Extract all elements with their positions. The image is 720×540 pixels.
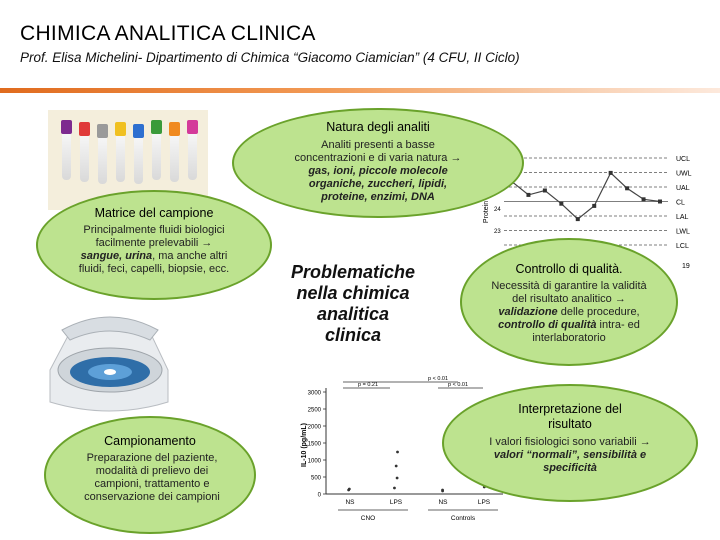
bar-chart-y-tick: 1000 bbox=[307, 458, 321, 465]
bubble-text: I valori fisiologici sono variabili → valori “normali”, sensibilità e specificità bbox=[489, 436, 651, 474]
centrifuge-illustration bbox=[40, 310, 180, 430]
control-limit-label: LAL bbox=[676, 214, 689, 221]
bubble-text: Preparazione del paziente, modalità di prelievo dei campioni, trattamento e conservazione dei campioni bbox=[84, 452, 220, 503]
bubble-text: Necessità di garantire la validità del risultato analitico → validazione delle procedure, controllo di qualità intra- ed interlaboratorio bbox=[491, 280, 647, 344]
control-limit-label: UWL bbox=[676, 170, 692, 178]
title-divider bbox=[0, 88, 720, 93]
bubble-title: Campionamento bbox=[104, 434, 196, 448]
control-chart-point bbox=[543, 189, 547, 193]
bubble-campionamento bbox=[44, 416, 256, 534]
central-topic-label: Problematiche nella chimica analitica clinica bbox=[290, 262, 416, 345]
bar-chart-y-tick: 0 bbox=[317, 492, 321, 499]
control-limit-label: CL bbox=[676, 199, 685, 207]
bubble-interpretazione-risultato bbox=[442, 384, 698, 502]
page-title: CHIMICA ANALITICA CLINICA bbox=[20, 22, 316, 45]
control-chart-x-tick: 19 bbox=[682, 263, 690, 270]
control-chart-point bbox=[526, 193, 530, 197]
bar-chart-y-tick: 2500 bbox=[307, 407, 321, 414]
group-label-cno: CNO bbox=[360, 515, 376, 522]
bar-chart-y-tick: 500 bbox=[310, 475, 321, 482]
p-label-right: p < 0.01 bbox=[448, 382, 469, 388]
control-limit-label: UCL bbox=[676, 156, 691, 163]
p-label-top: p < 0.01 bbox=[428, 376, 449, 382]
control-chart-point bbox=[592, 204, 596, 208]
control-limit-label: UAL bbox=[676, 185, 690, 192]
bar-chart-point bbox=[396, 451, 399, 454]
control-chart-point bbox=[559, 202, 563, 206]
bar-chart-y-tick: 3000 bbox=[307, 390, 321, 397]
bar-chart-category: LPS bbox=[477, 499, 491, 506]
bar-chart-point bbox=[396, 477, 399, 480]
control-chart-point bbox=[609, 171, 613, 175]
control-chart-point bbox=[642, 197, 646, 201]
bar-chart-point bbox=[441, 489, 444, 492]
bubble-controllo-qualita bbox=[460, 238, 678, 366]
control-limit-label: LCL bbox=[676, 243, 689, 250]
control-chart-y-label: Protein bbox=[483, 200, 490, 224]
bubble-title: Natura degli analiti bbox=[326, 120, 430, 134]
page-subtitle: Prof. Elisa Michelini- Dipartimento di Chimica “Giacomo Ciamician” (4 CFU, II Ciclo) bbox=[20, 50, 520, 65]
bar-chart-y-tick: 2000 bbox=[307, 424, 321, 431]
bubble-matrice-campione bbox=[36, 190, 272, 300]
bubble-title: Matrice del campione bbox=[94, 206, 214, 220]
bubble-title: Interpretazione del risultato bbox=[518, 402, 622, 431]
control-chart-y-tick: 23 bbox=[494, 229, 501, 236]
control-chart-y-tick: 24 bbox=[494, 207, 501, 214]
bar-chart-point bbox=[395, 465, 398, 468]
control-chart-point bbox=[625, 186, 629, 190]
bubble-text: Analiti presenti a basse concentrazioni e di varia natura → gas, ioni, piccole molecole organiche, zuccheri, lipidi, proteine, enzimi, DNA bbox=[294, 139, 462, 203]
bar-chart-y-label: IL-10 (pg/mL) bbox=[301, 423, 308, 467]
control-chart-point bbox=[658, 200, 662, 204]
bubble-natura-analiti bbox=[232, 108, 524, 218]
bubble-title: Controllo di qualità. bbox=[515, 262, 623, 276]
group-label-controls: Controls bbox=[450, 515, 476, 522]
bar-chart-y-tick: 1500 bbox=[307, 441, 321, 448]
bar-chart-point bbox=[348, 488, 351, 491]
bar-chart-category: LPS bbox=[389, 499, 403, 506]
bar-chart-category: NS bbox=[438, 499, 448, 506]
bar-chart-category: NS bbox=[345, 499, 355, 506]
p-label-left: p = 0.21 bbox=[358, 382, 379, 388]
bar-chart-point bbox=[393, 487, 396, 490]
control-chart-point bbox=[576, 217, 580, 221]
bubble-text: Principalmente fluidi biologici facilmente prelevabili → sangue, urina, ma anche altri fluidi, feci, capelli, biopsie, ecc. bbox=[78, 224, 230, 275]
control-limit-label: LWL bbox=[676, 228, 690, 236]
